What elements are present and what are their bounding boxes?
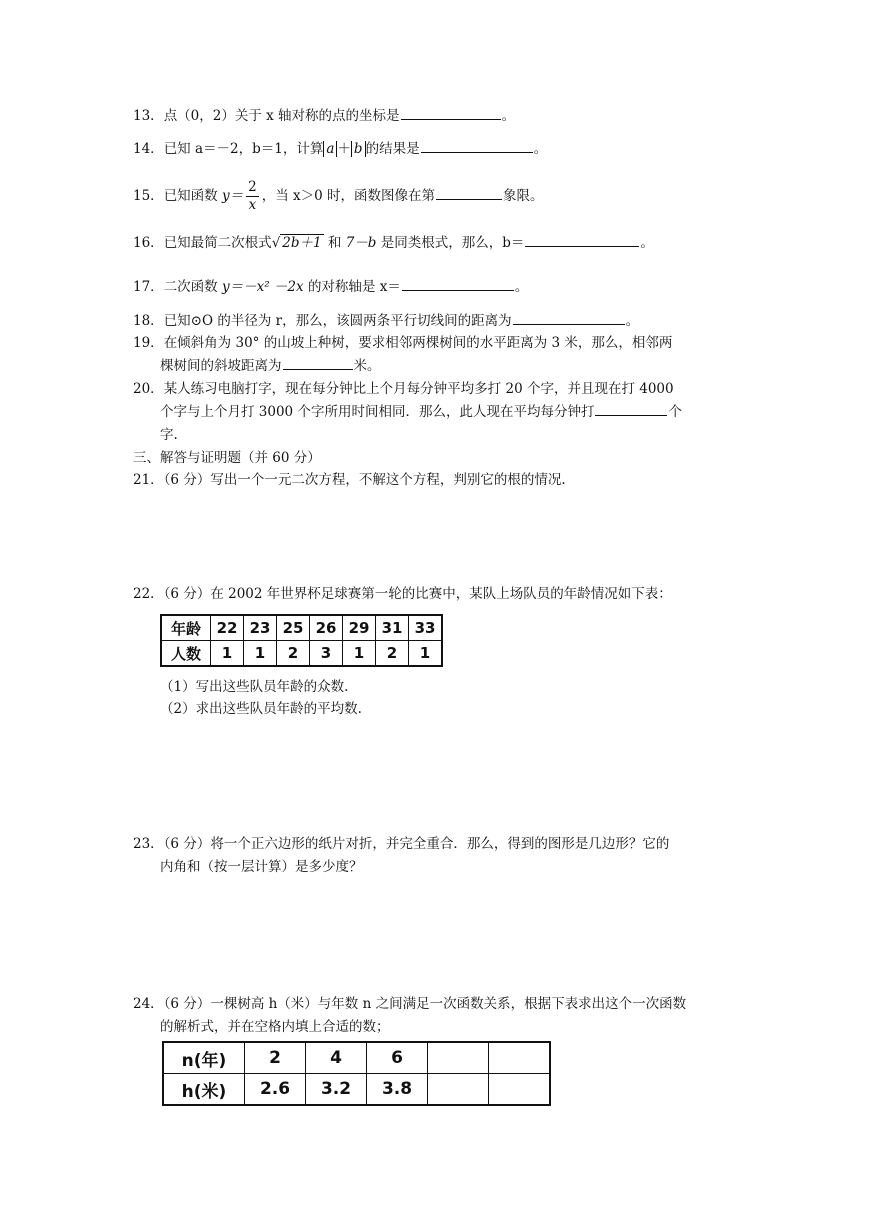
question-18 (133, 310, 639, 332)
table-cell: 25 (277, 615, 310, 641)
answer-blank[interactable] (513, 310, 625, 325)
question-23-cont: 内角和（按一层计算）是多少度？ (160, 859, 363, 875)
fraction (246, 179, 259, 214)
question-text: 二次函数 (163, 279, 218, 295)
answer-blank[interactable] (421, 138, 533, 153)
question-text-2: 的对称轴是 x＝ (307, 279, 401, 295)
table-cell-empty[interactable] (428, 1074, 489, 1106)
question-22-sub2: （2）求出这些队员年龄的平均数. (160, 701, 362, 717)
question-number: 16． (133, 235, 164, 251)
question-number: 23． (133, 836, 164, 852)
punctuation: 。 (514, 279, 529, 295)
question-text: 点（0，2）关于 x 轴对称的点的坐标是 (163, 108, 400, 124)
table-row (161, 641, 442, 667)
question-20 (133, 378, 674, 400)
punctuation: 。 (501, 108, 516, 124)
question-17 (133, 276, 528, 298)
table-cell: 22 (211, 615, 244, 641)
expression: 7－b (345, 235, 377, 251)
question-text-3: 象限。 (503, 188, 544, 204)
table-cell: 3.8 (367, 1074, 428, 1106)
table-cell: 29 (343, 615, 376, 641)
section-heading: 三、解答与证明题（并 60 分） (133, 450, 321, 466)
table-cell: 4 (306, 1042, 367, 1074)
question-text-2: 个字与上个月打 3000 个字所用时间相同．那么，此人现在平均每分钟打 (160, 404, 595, 420)
table-cell: 33 (409, 615, 443, 641)
table-cell: 6 (367, 1042, 428, 1074)
table-cell: 2 (277, 641, 310, 667)
table-header-cell: n(年) (163, 1042, 245, 1074)
table-cell: 3.2 (306, 1074, 367, 1106)
table-cell: 23 (244, 615, 277, 641)
table-cell-empty[interactable] (489, 1074, 551, 1106)
abs-a: a (323, 141, 337, 157)
question-23 (133, 833, 669, 855)
question-number: 14． (133, 141, 164, 157)
table-cell: 1 (343, 641, 376, 667)
question-number: 24． (133, 996, 164, 1012)
question-number: 22． (133, 586, 164, 602)
question-number: 21． (133, 472, 164, 488)
table-cell-empty[interactable] (428, 1042, 489, 1074)
question-text-3: 米。 (353, 358, 381, 374)
plus-sign: ＋ (337, 141, 351, 157)
question-text-2: 的结果是 (365, 141, 420, 157)
question-16 (133, 232, 654, 254)
table-row (163, 1074, 550, 1106)
table-header-cell: 年龄 (161, 615, 211, 641)
radicand: 2b＋1 (282, 235, 322, 251)
question-text: 已知 a＝－2，b＝1，计算 (163, 141, 324, 157)
question-text: （6 分）写出一个一元二次方程，不解这个方程，判别它的根的情况. (163, 472, 566, 488)
question-24-cont: 的解析式，并在空格内填上合适的数； (160, 1019, 390, 1035)
table-cell: 2.6 (245, 1074, 306, 1106)
punctuation: 。 (533, 141, 548, 157)
question-text-2: 和 (327, 235, 342, 251)
tree-height-table (162, 1041, 551, 1106)
table-cell: 1 (211, 641, 244, 667)
square-root: √ 2b＋1 (271, 235, 322, 251)
punctuation: 。 (625, 313, 640, 329)
question-text-3: 是同类根式，那么，b＝ (380, 235, 525, 251)
table-row (163, 1042, 550, 1074)
question-number: 15． (133, 188, 164, 204)
question-number: 20． (133, 381, 164, 397)
answer-blank[interactable] (283, 355, 353, 370)
answer-blank[interactable] (595, 401, 667, 416)
answer-blank[interactable] (402, 276, 514, 291)
age-table (160, 614, 443, 667)
question-text-4: 字. (160, 427, 178, 443)
table-header-cell: 人数 (161, 641, 211, 667)
answer-blank[interactable] (436, 185, 502, 200)
question-text: （6 分）将一个正六边形的纸片对折，并完全重合．那么，得到的图形是几边形？它的 (163, 836, 670, 852)
question-22 (133, 583, 672, 605)
question-14 (133, 138, 547, 160)
question-text-2: ，当 x＞0 时，函数图像在第 (261, 188, 436, 204)
question-13 (133, 105, 515, 127)
question-15 (133, 176, 544, 216)
answer-blank[interactable] (401, 105, 501, 120)
question-20-cont-2 (160, 424, 178, 446)
question-text: 已知最简二次根式 (163, 235, 272, 251)
answer-blank[interactable] (525, 232, 639, 247)
question-number: 13． (133, 108, 164, 124)
question-text-2: 棵树间的斜坡距离为 (160, 358, 282, 374)
punctuation: 。 (640, 235, 654, 251)
question-number: 17． (133, 279, 164, 295)
table-cell: 1 (409, 641, 443, 667)
question-21 (133, 469, 566, 491)
question-text: 在倾斜角为 30° 的山坡上种树，要求相邻两棵树间的水平距离为 3 米，那么，相邻两 (163, 335, 673, 351)
table-cell: 26 (310, 615, 343, 641)
table-header-cell: h(米) (163, 1074, 245, 1106)
question-number: 18． (133, 313, 164, 329)
question-text: （6 分）一棵树高 h（米）与年数 n 之间满足一次函数关系，根据下表求出这个一次函数 (163, 996, 687, 1012)
question-20-cont (160, 401, 682, 423)
question-text: 某人练习电脑打字，现在每分钟比上个月每分钟平均多打 20 个字，并且现在打 4000 (163, 381, 674, 397)
quadratic-function: y＝－x² －2x (221, 279, 304, 295)
question-22-sub1: （1）写出这些队员年龄的众数. (160, 679, 349, 695)
question-text: （6 分）在 2002 年世界杯足球赛第一轮的比赛中，某队上场队员的年龄情况如下表： (163, 586, 672, 602)
table-cell: 1 (244, 641, 277, 667)
table-cell: 31 (376, 615, 409, 641)
question-24 (133, 993, 686, 1015)
question-text-3: 个 (668, 404, 682, 420)
question-number: 19． (133, 335, 164, 351)
table-row (161, 615, 442, 641)
question-text: 已知⊙O 的半径为 r，那么，该圆两条平行切线间的距离为 (163, 313, 512, 329)
question-text: 已知函数 (163, 188, 218, 204)
table-cell-empty[interactable] (489, 1042, 551, 1074)
fraction-numerator: 2 (248, 179, 257, 195)
table-cell: 3 (310, 641, 343, 667)
table-cell: 2 (245, 1042, 306, 1074)
table-cell: 2 (376, 641, 409, 667)
function-lhs: y＝ (221, 188, 244, 204)
abs-b: b (351, 141, 366, 157)
question-19-cont (160, 355, 381, 377)
fraction-denominator: x (248, 197, 257, 213)
question-19 (133, 332, 672, 354)
